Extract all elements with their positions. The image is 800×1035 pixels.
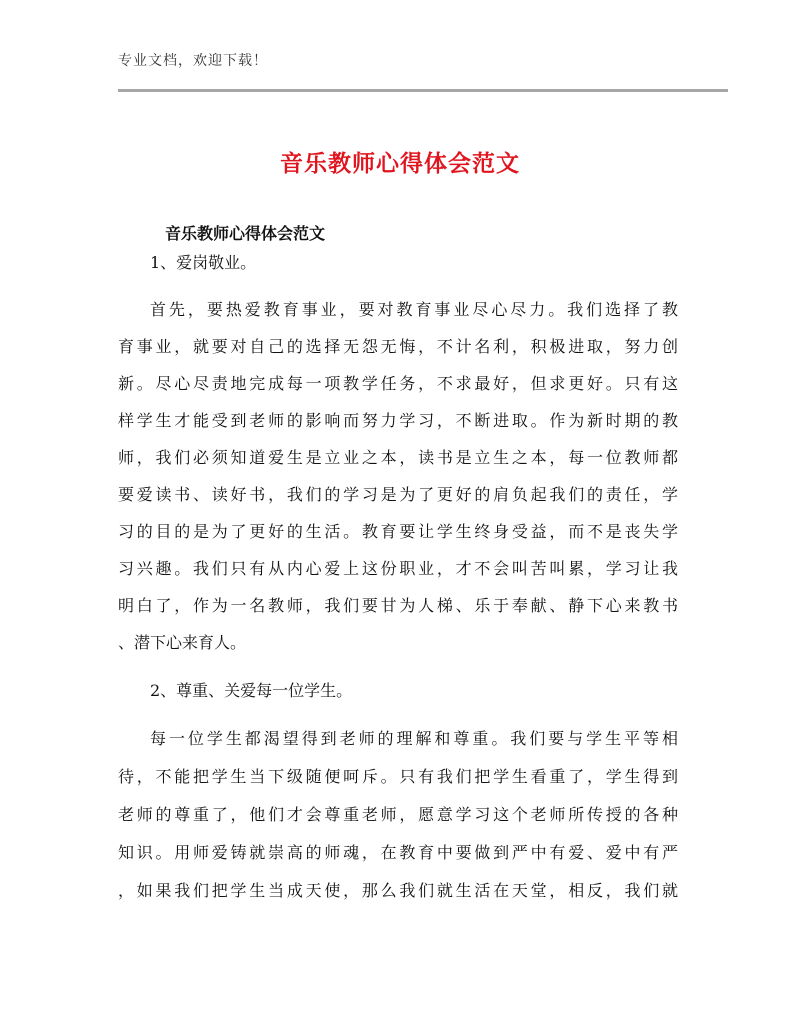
paragraph-line: 育事业，就要对自己的选择无怨无悔，不计名利，积极进取，努力创 xyxy=(118,337,678,356)
paragraph-line: 老师的尊重了，他们才会尊重老师，愿意学习这个老师所传授的各种 xyxy=(118,805,678,824)
paragraph-line: 知识。用师爱铸就崇高的师魂，在教育中要做到严中有爱、爱中有严 xyxy=(118,843,678,862)
document-subtitle: 音乐教师心得体会范文 xyxy=(165,224,326,243)
paragraph-line: 、潜下心来育人。 xyxy=(118,633,247,652)
paragraph-line: 样学生才能受到老师的影响而努力学习，不断进取。作为新时期的教 xyxy=(118,411,678,430)
paragraph-line: 师，我们必须知道爱生是立业之本，读书是立生之本，每一位教师都 xyxy=(118,448,678,467)
paragraph-line: 明白了，作为一名教师，我们要甘为人梯、乐于奉献、静下心来教书 xyxy=(118,596,678,615)
paragraph-line: 新。尽心尽责地完成每一项教学任务，不求最好，但求更好。只有这 xyxy=(118,374,678,393)
paragraph-line: 要爱读书、读好书，我们的学习是为了更好的肩负起我们的责任，学 xyxy=(118,485,678,504)
document-title: 音乐教师心得体会范文 xyxy=(280,151,520,177)
paragraph-line: 每一位学生都渴望得到老师的理解和尊重。我们要与学生平等相 xyxy=(150,729,678,748)
section-heading: 1、爱岗敬业。 xyxy=(150,253,257,272)
header-divider xyxy=(118,89,728,92)
paragraph-line: 待，不能把学生当下级随便呵斥。只有我们把学生看重了，学生得到 xyxy=(118,767,678,786)
section-heading: 2、尊重、关爱每一位学生。 xyxy=(150,681,353,700)
paragraph-line: 习的目的是为了更好的生活。教育要让学生终身受益，而不是丧失学 xyxy=(118,522,678,541)
paragraph-line: 首先，要热爱教育事业，要对教育事业尽心尽力。我们选择了教 xyxy=(150,300,678,319)
paragraph-line: 习兴趣。我们只有从内心爱上这份职业，才不会叫苦叫累，学习让我 xyxy=(118,559,678,578)
paragraph-line: ，如果我们把学生当成天使，那么我们就生活在天堂，相反，我们就 xyxy=(118,881,678,900)
header-text: 专业文档，欢迎下载！ xyxy=(118,53,268,69)
